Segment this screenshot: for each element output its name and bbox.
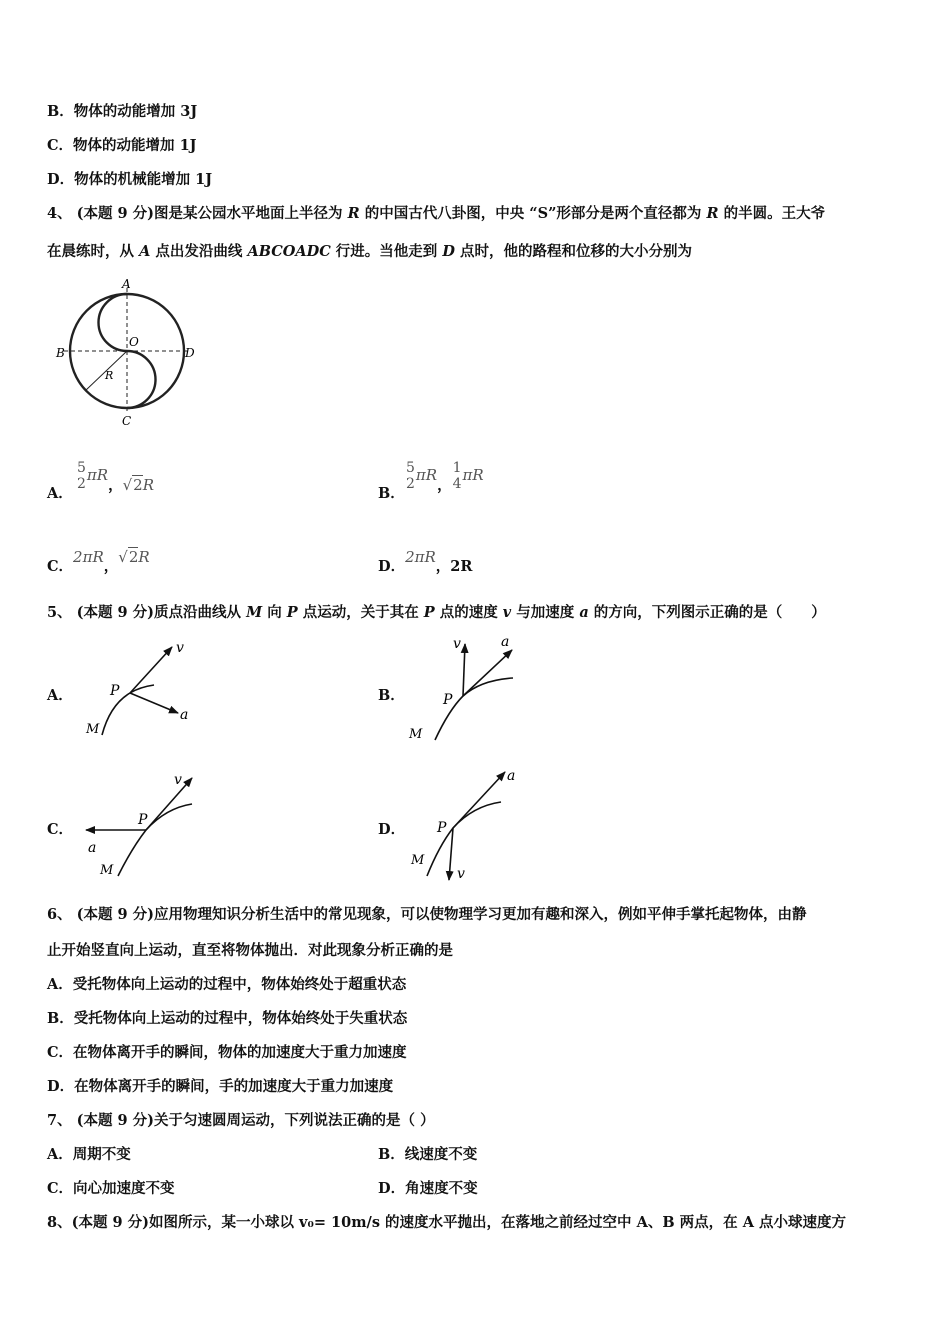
q3-option-b: B．物体的动能增加 3J <box>47 103 198 120</box>
q7-option-b: B．线速度不变 <box>378 1146 478 1163</box>
label-a: A <box>122 278 131 291</box>
q7-option-a: A．周期不变 <box>47 1146 131 1163</box>
q7-stem: 7、 (本题 9 分)关于匀速圆周运动，下列说法正确的是（ ） <box>47 1112 435 1129</box>
q3-option-c: C．物体的动能增加 1J <box>47 137 197 154</box>
q5-diagram-b <box>405 630 525 745</box>
q7-option-c: C．向心加速度不变 <box>47 1180 175 1197</box>
label-r: R <box>105 369 114 382</box>
q5-option-a: A． <box>47 687 73 704</box>
q6-stem-line1: 6、 (本题 9 分)应用物理知识分析生活中的常见现象，可以使物理学习更加有趣和深入，例如平伸手掌托起物体，由静 <box>47 906 807 923</box>
label-d: D <box>185 346 195 360</box>
q6-option-c: C．在物体离开手的瞬间，物体的加速度大于重力加速度 <box>47 1044 407 1061</box>
q3-option-d: D．物体的机械能增加 1J <box>47 171 213 188</box>
svg-text:v: v <box>457 866 465 882</box>
svg-text:M: M <box>409 727 423 742</box>
q7-option-d: D．角速度不变 <box>378 1180 478 1197</box>
q4-stem-line1: 4、 (本题 9 分)图是某公园水平地面上半径为 R 的中国古代八卦图，中央 “S”形部分是两个直径都为 R 的半圆。王大爷 <box>47 205 826 222</box>
q4-option-b: B． <box>378 485 405 502</box>
svg-text:P: P <box>443 692 453 708</box>
q5-option-b: B． <box>378 687 405 704</box>
q4-option-c: C．2πR，√2R <box>47 548 150 575</box>
bagua-diagram <box>52 278 202 430</box>
q6-option-b: B．受托物体向上运动的过程中，物体始终处于失重状态 <box>47 1010 408 1027</box>
svg-text:M: M <box>86 722 100 737</box>
svg-text:a: a <box>88 840 97 856</box>
svg-text:v: v <box>453 636 461 652</box>
label-c: C <box>122 414 132 428</box>
label-o: O <box>129 335 139 349</box>
q4-stem-line2: 在晨练时，从 A 点出发沿曲线 ABCOADC 行进。当他走到 D 点时，他的路程和位移的大小分别为 <box>47 243 692 260</box>
q5-diagram-d <box>405 766 525 884</box>
svg-text:v: v <box>174 772 182 788</box>
svg-text:a: a <box>507 768 516 784</box>
q4-option-a-math: 5 2 πR，√2R <box>77 460 154 494</box>
label-b: B <box>56 346 65 360</box>
svg-text:a: a <box>180 707 189 723</box>
svg-text:P: P <box>110 683 120 699</box>
q5-option-c: C． <box>47 821 74 838</box>
svg-text:P: P <box>437 820 447 836</box>
q6-option-d: D．在物体离开手的瞬间，手的加速度大于重力加速度 <box>47 1078 394 1095</box>
q8-stem: 8、(本题 9 分)如图所示，某一小球以 v₀= 10m/s 的速度水平抛出，在落地之前经过空中 A、B 两点，在 A 点小球速度方 <box>47 1214 846 1231</box>
q6-option-a: A．受托物体向上运动的过程中，物体始终处于超重状态 <box>47 976 407 993</box>
q5-diagram-a <box>80 635 200 745</box>
svg-text:M: M <box>411 853 425 868</box>
svg-text:M: M <box>100 863 114 878</box>
q5-option-d: D． <box>378 821 406 838</box>
svg-text:P: P <box>138 812 148 828</box>
q5-diagram-c <box>80 768 200 883</box>
q4-option-d: D．2πR，2R <box>378 548 473 575</box>
q4-option-b-math: 5 2 πR， 1 4 πR <box>406 460 484 494</box>
svg-text:v: v <box>176 640 184 656</box>
svg-text:a: a <box>501 634 510 650</box>
q5-stem: 5、 (本题 9 分)质点沿曲线从 M 向 P 点运动，关于其在 P 点的速度 v 与加速度 a 的方向，下列图示正确的是（ ） <box>47 604 826 621</box>
q4-option-a: A． <box>47 485 73 502</box>
q6-stem-line2: 止开始竖直向上运动，直至将物体抛出．对此现象分析正确的是 <box>47 942 453 959</box>
